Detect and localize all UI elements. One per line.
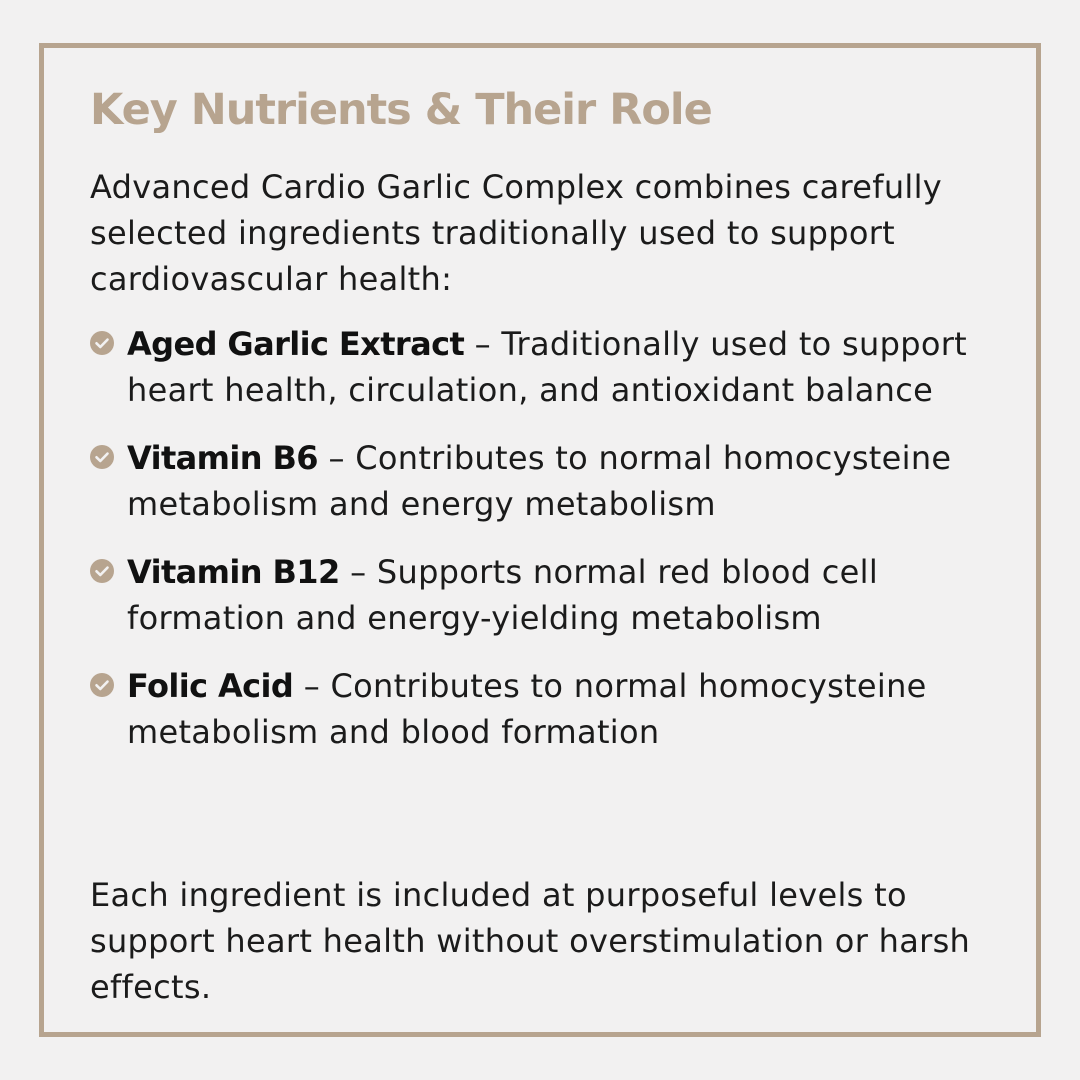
- outro-text: Each ingredient is included at purposeful levels to support heart health without overstimulation or harsh effects.: [90, 876, 971, 1006]
- nutrient-name: Folic Acid: [127, 667, 294, 705]
- intro-text: Advanced Cardio Garlic Complex combines carefully selected ingredients traditionally used to support cardiovascular health:: [90, 168, 943, 298]
- check-circle-icon: [90, 445, 114, 469]
- nutrients-card: [39, 43, 1041, 1037]
- check-circle-icon: [90, 331, 114, 355]
- nutrient-separator: –: [317, 439, 356, 477]
- nutrient-separator: –: [293, 667, 331, 705]
- check-circle-icon: [90, 673, 114, 697]
- nutrient-item-vitamin-b12: [90, 549, 1020, 641]
- check-circle-icon: [90, 559, 114, 583]
- nutrient-item-folic-acid: [90, 663, 1020, 755]
- nutrient-item-aged-garlic-extract: [90, 321, 1020, 413]
- nutrient-item-vitamin-b6: [90, 435, 1020, 527]
- nutrient-separator: –: [464, 325, 502, 363]
- nutrient-name: Aged Garlic Extract: [127, 325, 465, 363]
- nutrient-name: Vitamin B12: [127, 553, 340, 591]
- nutrient-separator: –: [339, 553, 377, 591]
- nutrient-description: Supports normal red blood cell formation and energy-yielding metabolism: [127, 553, 879, 637]
- nutrient-name: Vitamin B6: [127, 439, 318, 477]
- nutrient-list: [90, 321, 1020, 777]
- nutrient-description: Contributes to normal homocysteine metabolism and energy metabolism: [127, 439, 952, 523]
- nutrient-description: Contributes to normal homocysteine metabolism and blood formation: [127, 667, 927, 751]
- card-title: Key Nutrients & Their Role: [90, 85, 712, 135]
- nutrient-description: Traditionally used to support heart health, circulation, and antioxidant balance: [127, 325, 967, 409]
